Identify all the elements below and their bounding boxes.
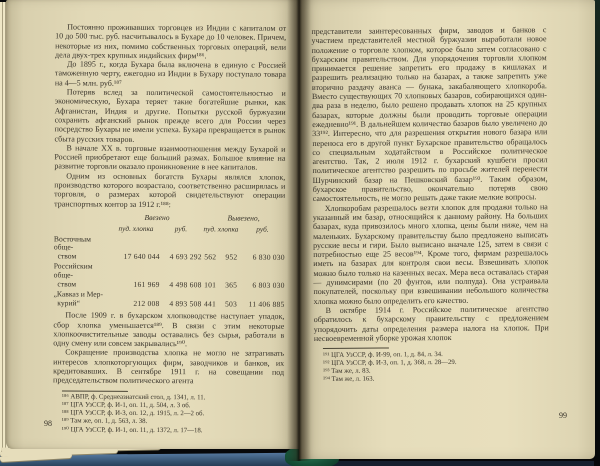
table-cell: 101 365 [204, 280, 238, 290]
paragraph: В октябре 1914 г. Российское политическое агентство обратилось к бухарскому правительству с предложением упорядочить даты определения размера налога на хлопок. При несвоевременной уборке урожая хлопок [313, 304, 549, 343]
footnote: ¹⁸⁷ ЦГА УзССР, ф. И-1, оп. 11, д. 504, л. 3 об. [61, 401, 191, 410]
paragraph: Сокращение производства хлопка не могло не затрагивать интересов хлопкоторгующих фирм, заводчиков и банков, их кредитовавших. В сентябре 1911 г. на совещании под председательством политического агента [53, 347, 285, 386]
footnote: ¹⁹⁴ Там же, л. 163. [323, 375, 375, 383]
paragraph: В начале XX в. торговые взаимоотношения между Бухарой и Россией приобретают еще больший размах. Большое влияние на развитие торговли оказало проникновение в нее капиталов. [54, 143, 286, 173]
table-column-header: пуд. хлопка [118, 224, 154, 234]
table-group-header-imported: Ввезено [144, 212, 170, 223]
table-row [53, 290, 284, 309]
footnote: ¹⁹² ЦГА УзССР, ф. И-3, оп. 1, д. 368, л. 28—29. [323, 358, 457, 367]
table-row [54, 235, 285, 262]
paragraph: Одним из основных богатств Бухары являлся хлопок, производство которого возрастало, соответственно расширялась и торговля, о размерах которой свидетельствуют операции транспортных контор за 1912 г.¹⁸⁸: [54, 171, 286, 209]
table-cell: 11 406 885 [248, 299, 285, 309]
footnotes-right [314, 346, 549, 384]
table-column-header: руб. [256, 224, 269, 234]
left-page-text [6, 0, 299, 449]
cotton-trade-table [53, 212, 285, 309]
paragraph: Потеряв вслед за политической самостоятельностью и экономическую, Бухара теряет такие богатейшие рынки, как Афганистан, Индия и другие. Попытки русской буржуазии сохранить афганский рынок прежде всего для России через посредство Бухары не имели успеха. Бухара превращается в рынок сбыта русских товаров. [54, 87, 286, 144]
footnotes-left [53, 390, 284, 435]
page-number-left: 98 [44, 419, 52, 428]
table-column-header-row [54, 224, 285, 235]
table-cell: 212 008 [133, 298, 160, 309]
table-group-header-exported: Вывезено, [227, 213, 260, 223]
table-row-label: „Кавказ и Мер- курий“ [53, 289, 104, 308]
table-row-label: Восточным обще- ством [53, 233, 91, 261]
table-row-label: Российским обще- ством [53, 261, 93, 289]
right-page [299, 0, 595, 459]
footnote: ¹⁹³ Там же, л. 83. [323, 367, 371, 375]
table-row [54, 263, 285, 290]
paragraph: До 1895 г., когда Бухара была включена в единую с Россией таможенную черту, ежегодно из Индии в Бухару поступало товара на 4—5 млн. руб.¹⁸⁷ [54, 59, 287, 88]
table-cell: 4 498 608 [169, 279, 202, 290]
cover-bottom-right [330, 461, 600, 466]
paragraph: представители заинтересованных фирм, заводов и банков с участием представителей местной буржуазии выработали новое положение о торговле хлопком, которое было затем согласовано с бухарским правительством. Для упорядочения торговли хлопком принимается решение запретить его продажу в кишлаках и разрешить реализацию только на базарах, а также запретить уже вторично раздачу аванса — бунака, закабаляющего хлопкороба. Вместо существующих 70 хлопковых базаров, собирающихся один-два раза в неделю, было решено продавать хлопок на 25 крупных базарах, которые должны были проводить торговые операции ежедневно¹⁹¹. В дальнейшем количество базаров было увеличено до 33¹⁹². Интересно, что для разрешения открытия нового базара или переноса его в другой пункт Бухарское правительство обращалось со специальным ходатайством в Российское политическое агентство. Так, 2 июля 1912 г. бухарский кушбеги просил политическое агентство разрешить по просьбе жителей перенести Шурчинский базар на Пешковский базар¹⁹³. Таким образом, бухарское правительство, окончательно потеряв свою самостоятельность, не могло решать даже такие мелкие вопросы. [311, 25, 548, 204]
table-cell: 161 969 [133, 279, 160, 289]
paragraph: После 1909 г. в бухарском хлопководстве наступает упадок, сбор хлопка уменьшается¹⁸⁹. В связи с этим некоторые хлопкоочистительные заводы оставались без сырья, работали в одну смену или совсем закрывались¹⁹⁰. [53, 310, 285, 349]
table-corner-cell [54, 212, 112, 222]
table-cell: 6 830 030 [252, 252, 285, 262]
page-number-right: 99 [559, 411, 567, 420]
paragraph: Постоянно проживавших торговцев из Индии с капиталом от 10 до 500 тыс. руб. насчитывалось в Бухаре до 10 человек. Причем, некоторые из них, помимо собственных торговых операций, вели дела двух-трех крупных индийских фирм¹⁸⁶. [55, 22, 287, 61]
table-column-header: руб. [174, 224, 188, 234]
footnote-rule [323, 348, 389, 350]
table-cell: 441 503 [203, 299, 238, 309]
footnote: ¹⁹¹ ЦГА УзССР, ф. И-99, оп. 1, д. 84, л. 34. [322, 350, 443, 359]
right-page-text [299, 0, 595, 459]
table-cell: 4 693 292 [169, 252, 202, 262]
table-corner-cell [54, 224, 112, 234]
table-cell: 17 640 044 [123, 251, 160, 262]
left-page [6, 0, 299, 449]
table-cell: 4 893 508 [169, 299, 202, 309]
table-cell: 6 803 030 [252, 280, 285, 290]
table-column-header: пуд. хлопка [203, 224, 239, 234]
paragraph: Хлопкоробам разрешалось везти хлопок для продажи только на указанный им базар, относящийся к данному району. На больших базарах, куда привозилось много хлопка, цены были ниже, чем на маленьких. Бухарскому правительству было предложено выписать русские весы и гири. Было выписано вначале 125, затем в связи с потребностью еще 25 весов¹⁹⁴. Кроме того, фирмам разрешалось иметь на базарах для контроля свои весы. Взвешивать хлопок можно было только на казенных весах. Мера веса оставалась старая — дунимсирами (по 20 фунтов, или полпуда). Она устраивала покупателей, поскольку при взвешивании небольшого количества хлопка можно было определить его качество. [312, 201, 549, 306]
footnote: ¹⁸⁹ Там же, оп. 1, д. 563, л. 38. [61, 417, 148, 426]
footnote: ¹⁸⁶ АВПР, ф. Среднеазиатский стол, д. 1341, л. 11. [61, 393, 206, 402]
footnote-rule [62, 390, 128, 391]
footnote: ¹⁹⁰ ЦГА УзССР, ф. И-1, оп. 11, д. 1372, л. 17—18. [61, 425, 203, 434]
footnote: ¹⁸⁸ ЦГА УзССР, ф. И-3, оп. 12, д. 1915, л. 2—2 об. [61, 409, 205, 418]
table-group-header-row [54, 212, 285, 223]
table-cell: 562 952 [204, 252, 238, 262]
